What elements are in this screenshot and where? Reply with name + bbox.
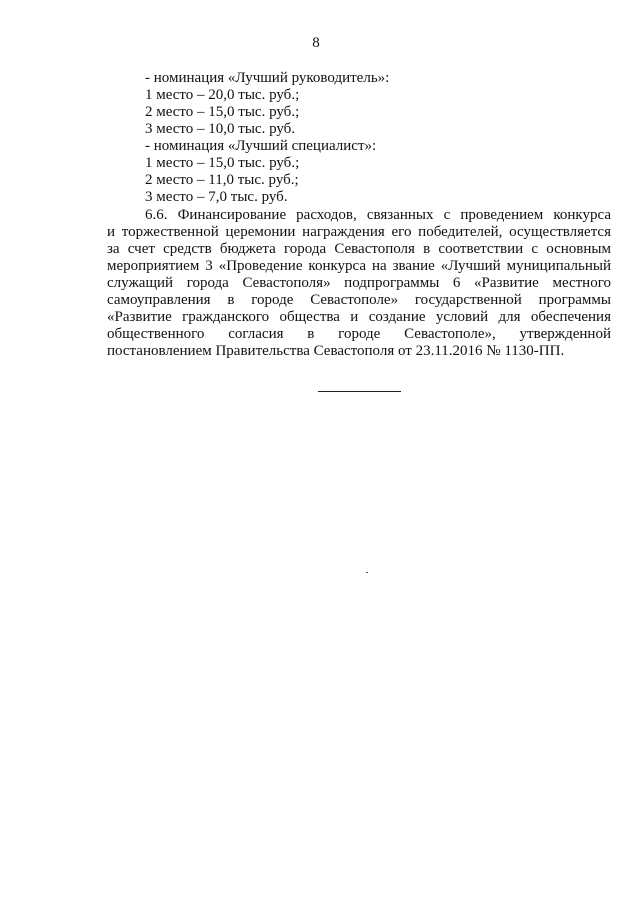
nomination-title-best-specialist: - номинация «Лучший специалист»: — [145, 138, 377, 154]
page-number: 8 — [312, 35, 320, 51]
paragraph-line: служащий города Севастополя» подпрограммы 6 «Развитие местного — [107, 275, 611, 291]
prize-line: 3 место – 7,0 тыс. руб. — [145, 189, 288, 205]
nomination-title-best-manager: - номинация «Лучший руководитель»: — [145, 70, 390, 86]
scan-speck — [366, 572, 368, 573]
prize-line: 2 место – 15,0 тыс. руб.; — [145, 104, 300, 120]
paragraph-line: за счет средств бюджета города Севастополя в соответствии с основным — [107, 241, 611, 257]
paragraph-line: постановлением Правительства Севастополя от 23.11.2016 № 1130-ПП. — [107, 343, 565, 359]
prize-line: 2 место – 11,0 тыс. руб.; — [145, 172, 299, 188]
financing-paragraph — [107, 207, 611, 360]
paragraph-line: и торжественной церемонии награждения его победителей, осуществляется — [107, 224, 611, 240]
paragraph-line: общественного согласия в городе Севастополе», утвержденной — [107, 326, 611, 342]
prize-line: 3 место – 10,0 тыс. руб. — [145, 121, 296, 137]
prize-line: 1 место – 20,0 тыс. руб.; — [145, 87, 300, 103]
paragraph-line: 6.6. Финансирование расходов, связанных с проведением конкурса — [145, 207, 611, 223]
end-divider — [318, 391, 401, 392]
paragraph-line: самоуправления в городе Севастополе» государственной программы — [107, 292, 611, 308]
paragraph-line: «Развитие гражданского общества и создание условий для обеспечения — [107, 309, 611, 325]
prize-line: 1 место – 15,0 тыс. руб.; — [145, 155, 300, 171]
paragraph-line: мероприятием 3 «Проведение конкурса на звание «Лучший муниципальный — [107, 258, 611, 274]
